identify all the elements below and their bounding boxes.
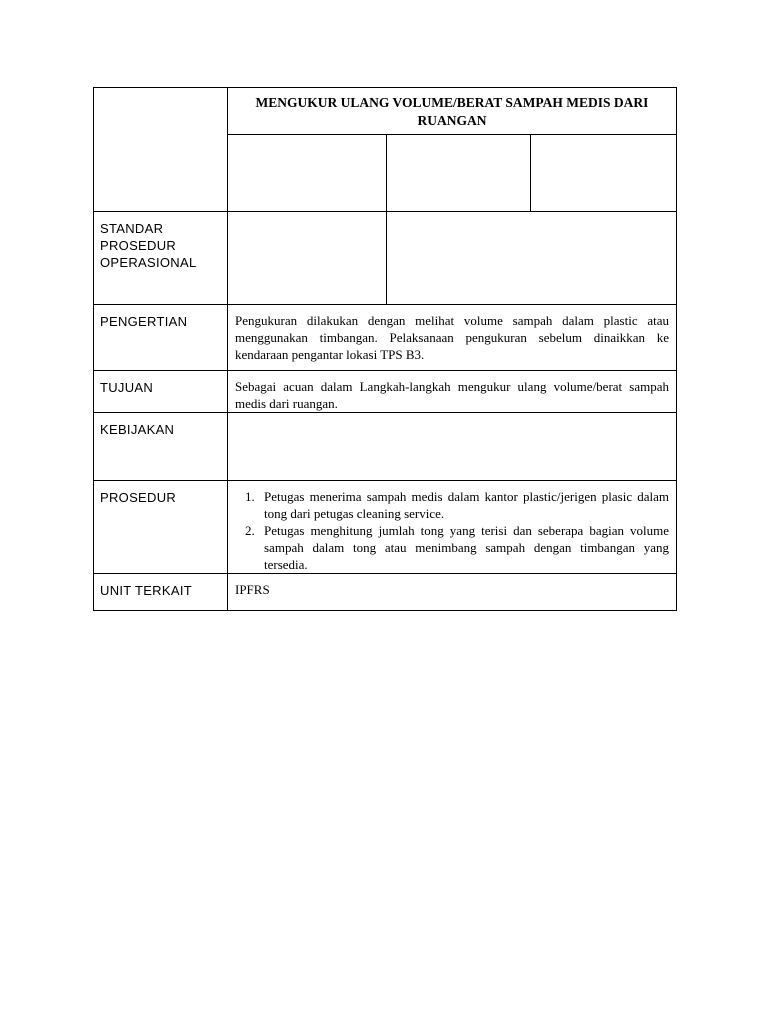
date-issued-cell xyxy=(228,212,387,305)
unit-terkait-label: UNIT TERKAIT xyxy=(94,574,228,611)
sop-document xyxy=(93,87,676,611)
sop-label: STANDAR PROSEDUR OPERASIONAL xyxy=(94,212,228,305)
pengertian-label: PENGERTIAN xyxy=(94,305,228,371)
signature-cell xyxy=(387,212,677,305)
page-number-cell xyxy=(531,135,677,212)
tujuan-label: TUJUAN xyxy=(94,371,228,413)
prosedur-content xyxy=(228,481,677,574)
unit-terkait-text: IPFRS xyxy=(228,574,677,611)
prosedur-label: PROSEDUR xyxy=(94,481,228,574)
prosedur-step: 1. Petugas menerima sampah medis dalam kantor plastic/jerigen plasic dalam tong dari petugas cleaning service. xyxy=(258,488,669,522)
document-title: MENGUKUR ULANG VOLUME/BERAT SAMPAH MEDIS DARI RUANGAN xyxy=(228,88,677,135)
logo-cell xyxy=(94,88,228,212)
prosedur-steps xyxy=(235,488,669,573)
kebijakan-label: KEBIJAKAN xyxy=(94,413,228,481)
document-number-cell xyxy=(228,135,387,212)
revision-number-cell xyxy=(387,135,531,212)
tujuan-text: Sebagai acuan dalam Langkah-langkah mengukur ulang volume/berat sampah medis dari ruangan. xyxy=(228,371,677,413)
pengertian-text: Pengukuran dilakukan dengan melihat volume sampah dalam plastic atau menggunakan timbangan. Pelaksanaan pengukuran sebelum dinaikkan ke kendaraan pengantar lokasi TPS B3. xyxy=(228,305,677,371)
kebijakan-text xyxy=(228,413,677,481)
prosedur-step: 2. Petugas menghitung jumlah tong yang terisi dan seberapa bagian volume sampah dalam tong atau menimbang sampah dengan timbangan yang tersedia. xyxy=(258,522,669,573)
sop-table xyxy=(93,87,677,611)
